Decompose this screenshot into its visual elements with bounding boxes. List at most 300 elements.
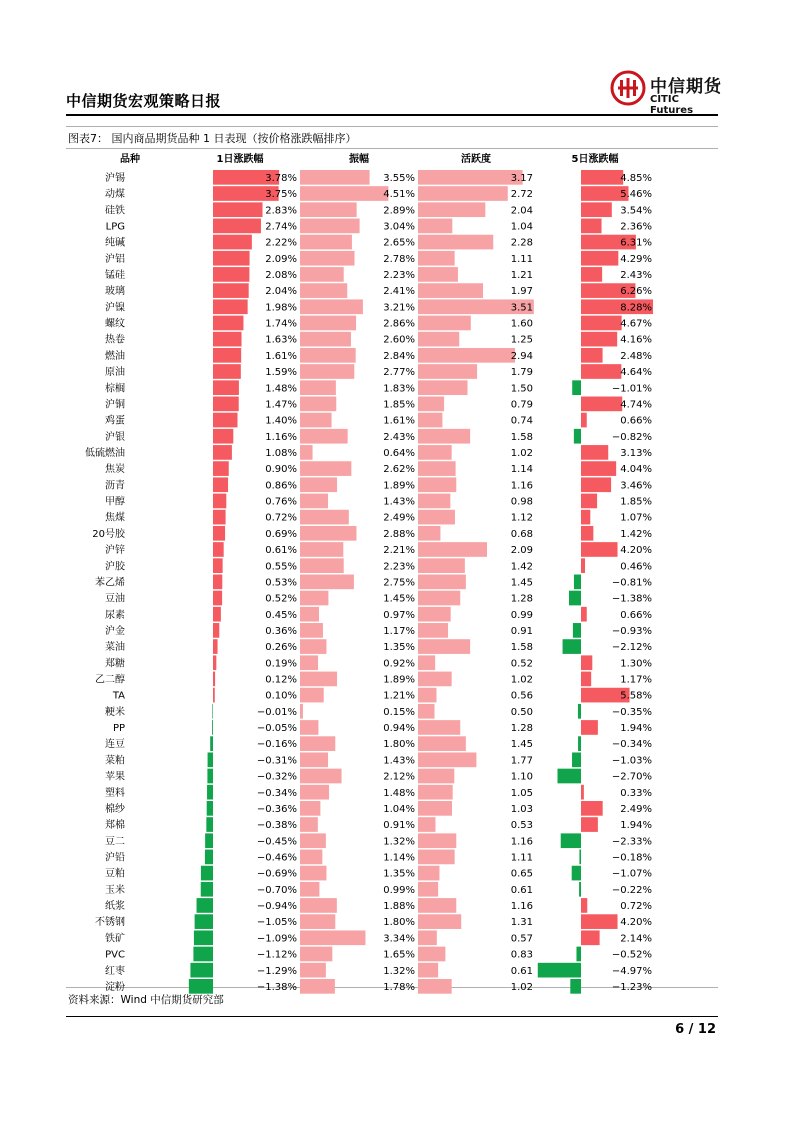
amplitude-value: 1.65% [383,949,415,961]
d1-bar [190,963,213,978]
amplitude-value: 1.48% [383,787,415,799]
commodity-name: LPG [105,221,125,233]
activity-bar [418,558,465,573]
d1-value: 1.40% [265,415,297,427]
commodity-name: 螺纹 [105,318,125,330]
activity-value: 2.94 [510,350,533,362]
amplitude-value: 1.89% [383,480,415,492]
d5-bar [581,445,608,460]
activity-value: 2.09 [510,545,533,557]
activity-value: 1.11 [510,253,533,265]
commodity-name: 鸡蛋 [105,415,125,427]
activity-value: 1.16 [510,836,533,848]
commodity-name: 纸浆 [105,901,125,913]
activity-bar [418,866,439,881]
activity-bar [418,429,470,444]
d5-bar [581,364,621,379]
activity-value: 1.16 [510,480,533,492]
activity-value: 2.28 [510,237,533,249]
d5-value: 4.64% [620,367,652,379]
d1-value: 0.26% [265,642,297,654]
d1-value: 0.61% [265,545,297,557]
amplitude-value: 1.14% [383,852,415,864]
d5-value: 3.54% [620,205,652,217]
d5-value: 3.46% [620,480,652,492]
amplitude-value: 2.12% [383,771,415,783]
d5-bar [581,461,616,476]
d1-bar [213,235,252,250]
amplitude-bar [300,461,351,476]
amplitude-value: 2.62% [383,464,415,476]
activity-bar [418,170,523,185]
d5-bar [581,607,587,622]
d5-value: 1.42% [620,528,652,540]
amplitude-value: 1.32% [383,965,415,977]
amplitude-bar [300,850,322,865]
activity-value: 0.68 [510,528,533,540]
activity-bar [418,850,455,865]
commodity-name: 郑糖 [105,658,125,670]
commodity-name: 沪金 [105,625,125,637]
d1-bar [207,769,213,784]
commodity-name: 焦煤 [105,512,125,524]
amplitude-value: 2.89% [383,205,415,217]
activity-value: 0.98 [510,496,533,508]
figure-source: 资料来源：Wind 中信期货研究部 [68,994,224,1006]
activity-bar [418,752,476,767]
activity-bar [418,898,456,913]
d1-bar [205,833,213,848]
d5-value: 1.94% [620,820,652,832]
amplitude-bar [300,332,351,347]
d5-value: 4.85% [620,172,652,184]
d5-bar [561,833,581,848]
commodity-name: 沪铝 [105,253,125,265]
d5-value: 4.67% [620,318,652,330]
activity-value: 1.11 [510,852,533,864]
commodity-name: 乙二醇 [95,674,125,686]
d1-value: −0.46% [256,852,297,864]
d5-value: 2.49% [620,803,652,815]
d5-value: 4.74% [620,399,652,411]
d5-bar [581,251,618,266]
activity-bar [418,963,438,978]
activity-value: 0.56 [510,690,533,702]
commodity-name: 沪铅 [105,852,125,864]
d5-bar [581,720,598,735]
column-header: 振幅 [349,154,369,165]
d1-bar [212,704,213,719]
amplitude-value: 1.43% [383,755,415,767]
amplitude-bar [300,267,344,282]
d5-value: −0.81% [611,577,652,589]
amplitude-value: 3.21% [383,302,415,314]
commodity-name: 苯乙烯 [95,577,125,589]
d1-value: −0.38% [256,820,297,832]
d5-value: −0.82% [611,431,652,443]
d5-bar [581,801,603,816]
d1-bar [197,898,213,913]
activity-value: 1.58 [510,642,533,654]
d5-bar [581,316,622,331]
activity-value: 1.02 [510,448,533,459]
activity-value: 1.60 [510,318,533,330]
activity-value: 1.45 [510,739,533,751]
d1-bar [210,736,213,751]
d1-bar [206,817,213,832]
d5-bar [581,510,590,525]
d1-value: 2.09% [265,253,297,265]
amplitude-value: 1.85% [383,399,415,411]
d5-value: 4.29% [620,253,652,265]
d1-bar [195,914,213,929]
activity-bar [418,235,493,250]
amplitude-bar [300,202,357,217]
commodity-name: 塑料 [105,787,125,799]
commodity-name: 棉纱 [105,803,125,815]
d1-value: 1.61% [265,350,297,362]
d1-value: 2.83% [265,205,297,217]
commodity-name: 沪锌 [105,545,125,557]
commodity-name: 不锈钢 [95,917,125,929]
activity-bar [418,914,461,929]
d1-value: 0.90% [265,464,297,476]
d5-value: −1.23% [611,981,652,993]
d1-bar [213,607,221,622]
activity-value: 0.65 [510,868,533,880]
d1-value: 0.86% [265,480,297,492]
activity-value: 1.02 [510,981,533,993]
amplitude-value: 1.17% [383,625,415,637]
d5-bar [572,866,581,881]
d1-value: −0.45% [256,836,297,848]
d1-bar [213,575,222,590]
amplitude-bar [300,736,335,751]
amplitude-value: 1.04% [383,803,415,815]
d5-bar [579,882,581,897]
activity-bar [418,720,460,735]
amplitude-value: 1.32% [383,836,415,848]
activity-bar [418,526,440,541]
amplitude-bar [300,477,337,492]
d1-value: 0.19% [265,658,297,670]
activity-bar [418,251,455,266]
d5-value: −1.03% [611,755,652,767]
d5-bar [581,202,612,217]
activity-bar [418,494,450,509]
d1-bar [213,364,241,379]
amplitude-bar [300,316,356,331]
activity-bar [418,332,459,347]
d1-value: −0.69% [256,868,297,880]
amplitude-bar [300,704,303,719]
activity-value: 0.50 [510,706,533,718]
commodity-name: 低硫燃油 [85,448,125,459]
d1-value: −0.36% [256,803,297,815]
activity-value: 1.79 [510,367,533,379]
d5-value: 1.85% [620,496,652,508]
activity-bar [418,607,451,622]
activity-value: 0.61 [510,884,533,896]
d1-bar [212,720,213,735]
d5-value: −2.12% [611,642,652,654]
d5-bar [574,575,581,590]
amplitude-bar [300,380,336,395]
amplitude-bar [300,979,335,994]
amplitude-value: 2.23% [383,561,415,573]
d5-bar [581,930,600,945]
d5-value: 8.28% [620,302,652,314]
commodity-name: 铁矿 [105,933,125,945]
d5-value: 0.66% [620,609,652,621]
d5-value: 1.07% [620,512,652,524]
amplitude-bar [300,914,335,929]
d5-value: 4.04% [620,464,652,476]
amplitude-value: 2.77% [383,367,415,379]
activity-bar [418,397,444,412]
amplitude-bar [300,364,354,379]
activity-bar [418,817,435,832]
d1-value: −0.94% [256,901,297,913]
figure-caption: 图表7： 国内商品期货品种 1 日表现（按价格涨跌幅排序） [68,132,357,145]
d5-value: −0.93% [611,625,652,637]
d5-bar [581,672,591,687]
activity-value: 1.10 [510,771,533,783]
commodity-name: 动煤 [105,189,125,201]
amplitude-bar [300,445,313,460]
commodity-name: 豆油 [105,593,125,605]
d1-value: −1.12% [256,949,297,961]
report-title: 中信期货宏观策略日报 [66,92,222,110]
commodity-name: 原油 [105,367,125,379]
amplitude-bar [300,591,328,606]
d5-bar [581,397,622,412]
commodity-name: 沥青 [105,480,125,492]
activity-value: 1.04 [510,221,533,233]
activity-bar [418,202,485,217]
d1-bar [207,801,213,816]
d1-bar [213,477,228,492]
commodity-name: 沪胶 [105,561,125,573]
amplitude-value: 1.35% [383,868,415,880]
activity-value: 3.17 [510,172,533,184]
amplitude-bar [300,186,388,201]
column-header: 活跃度 [461,154,491,165]
amplitude-value: 1.21% [383,690,415,702]
commodity-name: 玻璃 [105,286,125,298]
d5-bar [563,639,581,654]
d1-bar [213,251,250,266]
amplitude-value: 1.83% [383,383,415,395]
activity-bar [418,736,466,751]
amplitude-value: 2.65% [383,237,415,249]
d1-value: 0.45% [265,609,297,621]
d5-value: 2.14% [620,933,652,945]
amplitude-bar [300,397,336,412]
amplitude-bar [300,575,354,590]
amplitude-value: 2.41% [383,286,415,298]
d1-bar [201,866,213,881]
activity-bar [418,380,468,395]
d1-value: 1.63% [265,334,297,346]
d1-bar [213,494,226,509]
activity-bar [418,623,448,638]
amplitude-bar [300,251,354,266]
activity-bar [418,283,483,298]
activity-bar [418,639,470,654]
activity-bar [418,979,452,994]
activity-bar [418,186,508,201]
activity-bar [418,833,456,848]
commodity-name: 连豆 [105,739,125,751]
commodity-name: 甲醇 [105,496,125,508]
d5-value: −4.97% [611,965,652,977]
d1-value: 1.48% [265,383,297,395]
amplitude-bar [300,283,347,298]
amplitude-value: 2.75% [383,577,415,589]
amplitude-bar [300,235,352,250]
amplitude-bar [300,769,342,784]
amplitude-bar [300,170,370,185]
amplitude-value: 2.84% [383,350,415,362]
d1-value: −1.05% [256,917,297,929]
activity-bar [418,882,438,897]
d1-bar [213,672,215,687]
activity-bar [418,769,454,784]
d1-value: 1.59% [265,367,297,379]
d1-value: 1.16% [265,431,297,443]
d1-value: 0.53% [265,577,297,589]
commodity-name: 沪镍 [105,302,125,314]
activity-bar [418,947,445,962]
amplitude-value: 1.43% [383,496,415,508]
d1-value: 3.75% [265,189,297,201]
d1-bar [213,413,238,428]
activity-bar [418,461,456,476]
activity-value: 0.53 [510,820,533,832]
d5-bar [558,769,581,784]
activity-value: 1.77 [510,755,533,767]
d5-bar [581,219,602,234]
d1-value: 0.69% [265,528,297,540]
d5-bar [581,898,587,913]
activity-value: 0.83 [510,949,533,961]
activity-value: 1.14 [510,464,533,476]
amplitude-value: 0.94% [383,723,415,735]
activity-value: 1.16 [510,901,533,913]
column-header: 品种 [120,154,140,165]
d5-value: −2.33% [611,836,652,848]
d1-value: 0.36% [265,625,297,637]
d5-bar [576,947,581,962]
d1-value: 0.52% [265,593,297,605]
commodity-name: 纯碱 [105,237,125,249]
commodity-name: 豆粕 [105,868,125,880]
d1-value: 0.55% [265,561,297,573]
commodity-name: 苹果 [105,771,125,783]
activity-bar [418,704,435,719]
activity-bar [418,801,452,816]
commodity-name: 郑棉 [105,820,125,832]
activity-bar [418,316,471,331]
amplitude-bar [300,542,343,557]
activity-bar [418,575,466,590]
d1-value: −1.09% [256,933,297,945]
d1-value: −1.29% [256,965,297,977]
amplitude-bar [300,348,356,363]
d1-value: 0.72% [265,512,297,524]
d5-value: −0.34% [611,739,652,751]
amplitude-value: 2.43% [383,431,415,443]
amplitude-value: 1.61% [383,415,415,427]
amplitude-value: 2.23% [383,270,415,282]
d5-value: 6.26% [620,286,652,298]
amplitude-bar [300,882,319,897]
d5-bar [579,850,581,865]
activity-value: 0.91 [510,625,533,637]
d5-value: −0.52% [611,949,652,961]
activity-bar [418,364,477,379]
amplitude-value: 3.55% [383,172,415,184]
d1-value: −0.70% [256,884,297,896]
commodity-name: 燃油 [105,350,125,362]
d1-bar [201,882,213,897]
d1-bar [213,445,232,460]
d1-bar [213,380,239,395]
d1-bar [213,542,224,557]
d5-bar [581,413,587,428]
amplitude-bar [300,963,326,978]
commodity-name: 粳米 [105,706,125,718]
d5-value: 1.30% [620,658,652,670]
activity-value: 2.72 [510,189,533,201]
amplitude-bar [300,655,318,670]
amplitude-value: 0.97% [383,609,415,621]
d1-bar [205,850,213,865]
d1-bar [213,591,222,606]
activity-value: 1.45 [510,577,533,589]
amplitude-bar [300,494,328,509]
d1-bar [213,397,239,412]
d1-bar [213,429,233,444]
commodity-name: 硅铁 [105,205,125,217]
amplitude-value: 1.78% [383,981,415,993]
activity-value: 1.28 [510,723,533,735]
d1-value: −0.05% [256,723,297,735]
d1-bar [194,930,213,945]
amplitude-bar [300,607,319,622]
amplitude-bar [300,526,356,541]
activity-bar [418,930,437,945]
d5-bar [581,332,617,347]
d1-value: 1.98% [265,302,297,314]
activity-value: 0.61 [510,965,533,977]
activity-bar [418,445,452,460]
d1-value: −0.34% [256,787,297,799]
d1-value: 2.22% [265,237,297,249]
amplitude-value: 2.60% [383,334,415,346]
d5-value: 5.46% [620,189,652,201]
amplitude-value: 2.21% [383,545,415,557]
activity-value: 0.52 [510,658,533,670]
d1-value: 1.08% [265,448,297,459]
d1-bar [213,283,249,298]
d5-value: 1.17% [620,674,652,686]
d1-bar [213,526,225,541]
activity-bar [418,510,455,525]
activity-bar [418,655,435,670]
d1-value: 2.08% [265,270,297,282]
